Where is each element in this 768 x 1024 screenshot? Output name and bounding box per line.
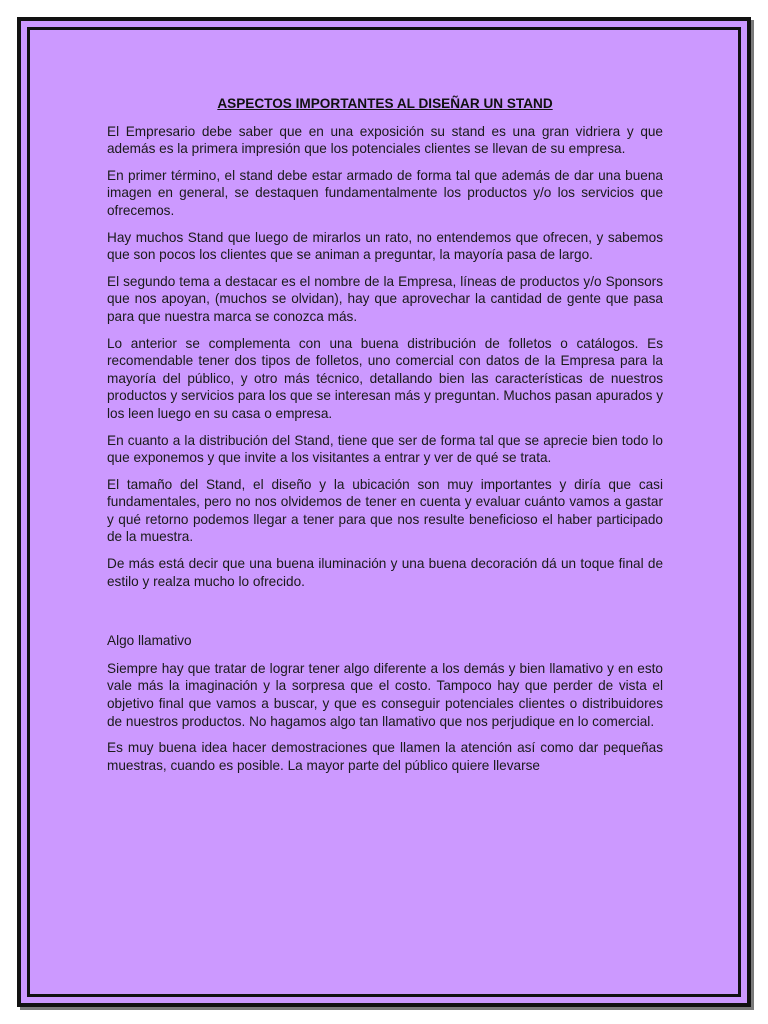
paragraph-7: El tamaño del Stand, el diseño y la ubicación son muy importantes y diría que casi fundamentales, pero no nos olvidemos de tener en cuenta y evaluar cuánto vamos a gastar y qué retorno podemos llegar a tener para que nos resulte beneficioso el haber participado de la muestra.	[107, 476, 663, 545]
paragraph-1: El Empresario debe saber que en una exposición su stand es una gran vidriera y que además es la primera impresión que los potenciales clientes se llevan de su empresa.	[107, 123, 663, 157]
section-heading: Algo llamativo	[107, 633, 192, 649]
paragraph-2: En primer término, el stand debe estar armado de forma tal que además de dar una buena imagen en general, se destaquen fundamentalmente los productos y/o los servicios que ofrecemos.	[107, 167, 663, 218]
document-page	[17, 17, 751, 1007]
section-paragraph-2: Es muy buena idea hacer demostraciones que llamen la atención así como dar pequeñas muestras, cuando es posible. La mayor parte del público quiere llevarse	[107, 740, 663, 773]
paragraph-8: De más está decir que una buena iluminación y una buena decoración dá un toque final de estilo y realza mucho lo ofrecido.	[107, 556, 663, 589]
paragraph-4: El segundo tema a destacar es el nombre de la Empresa, líneas de productos y/o Sponsors que nos apoyan, (muchos se olvidan), hay que aprovechar la cantidad de gente que pasa para que nuestra marca se conozca más.	[107, 273, 663, 324]
paragraph-6: En cuanto a la distribución del Stand, tiene que ser de forma tal que se aprecie bien todo lo que exponemos y que invite a los visitantes a entrar y ver de qué se trata.	[107, 432, 663, 466]
document-title: ASPECTOS IMPORTANTES AL DISEÑAR UN STAND	[217, 96, 553, 111]
section-paragraph-1: Siempre hay que tratar de lograr tener algo diferente a los demás y bien llamativo y en esto vale más la imaginación y la sorpresa que el costo. Tampoco hay que perder de vista el objetivo final que vamos a buscar, y que es conseguir potenciales clientes o distribuidores de nuestros productos. No hagamos algo tan llamativo que nos perjudique en lo comercial.	[107, 660, 663, 729]
paragraph-5: Lo anterior se complementa con una buena distribución de folletos o catálogos. Es recomendable tener dos tipos de folletos, uno comercial con datos de la Empresa para la mayoría del público, y otro más técnico, detallando bien las características de nuestros productos y servicios para los que se interesan más y preguntan. Muchos pasan apurados y los leen luego en su casa o empresa.	[107, 335, 663, 421]
paragraph-3: Hay muchos Stand que luego de mirarlos un rato, no entendemos que ofrecen, y sabemos que son pocos los clientes que se animan a preguntar, la mayoría pasa de largo.	[107, 229, 663, 263]
document-content	[107, 95, 663, 783]
